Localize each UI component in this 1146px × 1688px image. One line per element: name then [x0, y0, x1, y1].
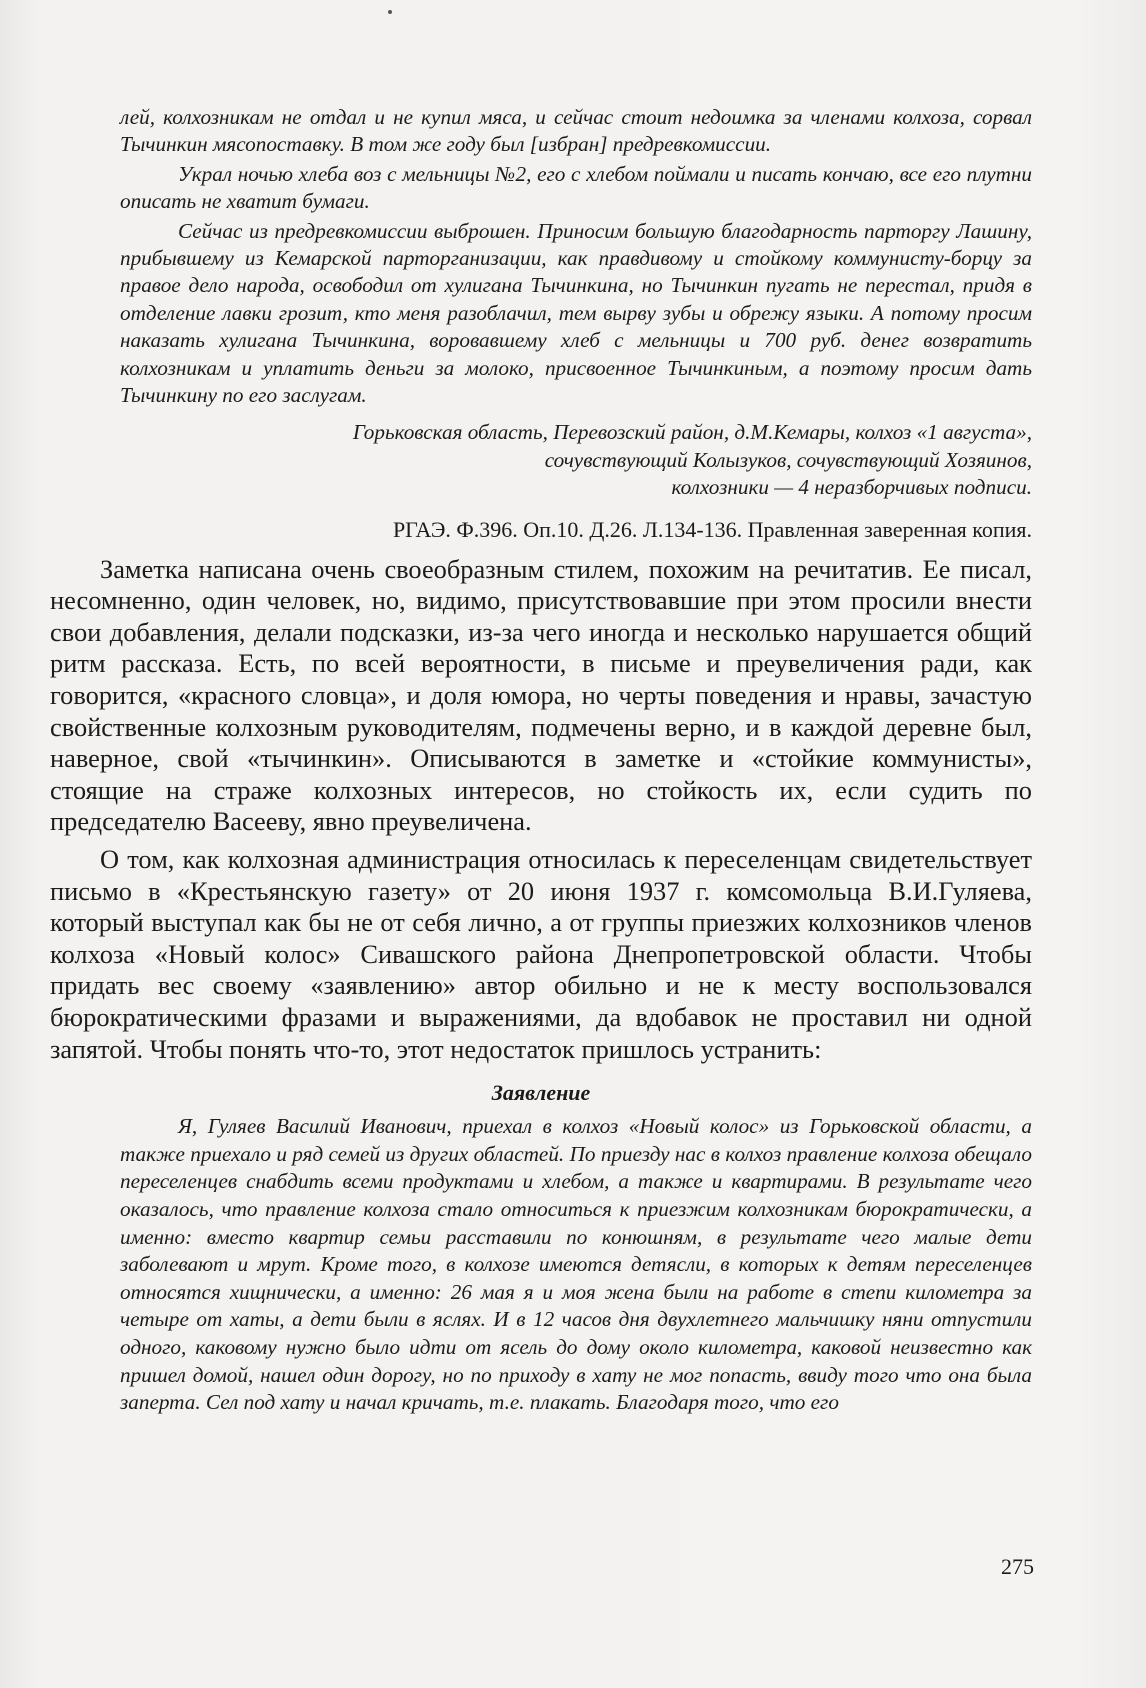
- signature-line-3: колхозники — 4 неразборчивых подписи.: [671, 475, 1032, 500]
- statement-title: Заявление: [491, 1080, 591, 1106]
- text-column: [50, 104, 1030, 1417]
- quoted-letter: [120, 104, 1032, 409]
- signature-line-2: сочувствующий Колызуков, сочувствующий Хозяинов,: [544, 447, 1032, 472]
- archive-source: РГАЭ. Ф.396. Оп.10. Д.26. Л.134-136. Правленная заверенная копия.: [392, 516, 1032, 542]
- statement-paragraph: Я, Гуляев Василий Иванович, приехал в колхоз «Новый колос» из Горьковской области, а также приехало и ряд семей из других областей. По приезду нас в колхоз правление колхоза обещало переселенцев снабдить всеми продуктами и хлебом, а также и квартирами. В результате чего оказалось, что правление колхоза стало относиться к приезжим колхозникам бюрократически, а именно: вместо квартир семьи расставили по конюшням, в результате чего малые дети заболевают и мрут. Кроме того, в колхозе имеются детясли, в которых к детям переселенцев относятся хищнически, а именно: 26 мая я и моя жена были на работе в степи километра за четыре от хаты, а дети были в яслях. И в 12 часов дня двухлетнего мальчишку няни отпустили одного, каковому нужно было идти от ясель до дому около километра, каковой неизвестно как пришел домой, нашел один дорогу, но по приходу в хату не мог попасть, ввиду того что она была заперта. Сел под хату и начал кричать, т.е. плакать. Благодаря того, что его: [120, 1114, 1032, 1415]
- quote-paragraph-3: Сейчас из предревкомиссии выброшен. Приносим большую благодарность парторгу Лашину, прибывшему из Кемарской парторганизации, как правдивому и стойкому коммунисту-борцу за правое дело народа, освободил от хулигана Тычинкина, но Тычинкин пугать не перестал, придя в отделение лавки грозит, кто меня разоблачил, тем вырву зубы и обрежу языки. А потому просим наказать хулигана Тычинкина, воровавшему хлеб с мельницы и 700 руб. денег возвратить колхозникам и уплатить деньги за молоко, присвоенное Тычинкиным, а поэтому просим дать Тычинкину по его заслугам.: [120, 218, 1032, 408]
- print-speck: [388, 10, 392, 14]
- main-paragraph-2: О том, как колхозная администрация относилась к переселенцам свидетельствует письмо в «Крестьянскую газету» от 20 июня 1937 г. комсомольца В.И.Гуляева, который выступал как бы не от себя лично, а от группы приезжих колхозников членов колхоза «Новый колос» Сивашского района Днепропетровской области. Чтобы придать вес своему «заявлению» автор обильно и не к месту воспользовался бюрократическими фразами и выражениями, да вдобавок не проставил ни одной запятой. Чтобы понять что-то, этот недостаток пришлось устранить:: [50, 844, 1032, 1064]
- letter-signature: [50, 419, 1032, 501]
- main-paragraph-1: Заметка написана очень своеобразным стилем, похожим на речитатив. Ее писал, несомненно, один человек, но, видимо, присутствовавшие при этом просили внести свои добавления, делали подсказки, из-за чего иногда и несколько нарушается общий ритм рассказа. Есть, по всей вероятности, в письме и преувеличения ради, как говорится, «красного словца», и доля юмора, но черты поведения и нравы, зачастую свойственные колхозным руководителям, подмечены верно, и в каждой деревне был, наверное, свой «тычинкин». Описываются в заметке и «стойкие коммунисты», стоящие на страже колхозных интересов, но стойкость их, если судить по председателю Васееву, явно преувеличена.: [50, 553, 1032, 837]
- quote-paragraph-2: Украл ночью хлеба воз с мельницы №2, его с хлебом поймали и писать кончаю, все его плутни описать не хватит бумаги.: [120, 161, 1032, 214]
- main-text: [50, 554, 1032, 1066]
- signature-line-1: Горьковская область, Перевозский район, д.М.Кемары, колхоз «1 августа»,: [352, 420, 1032, 445]
- page-number: 275: [1001, 1554, 1034, 1579]
- statement-text: [120, 1113, 1032, 1417]
- quote-paragraph-1: лей, колхозникам не отдал и не купил мяса, и сейчас стоит недоимка за членами колхоза, сорвал Тычинкин мясопоставку. В том же году был [избран] предревкомиссии.: [120, 105, 1032, 157]
